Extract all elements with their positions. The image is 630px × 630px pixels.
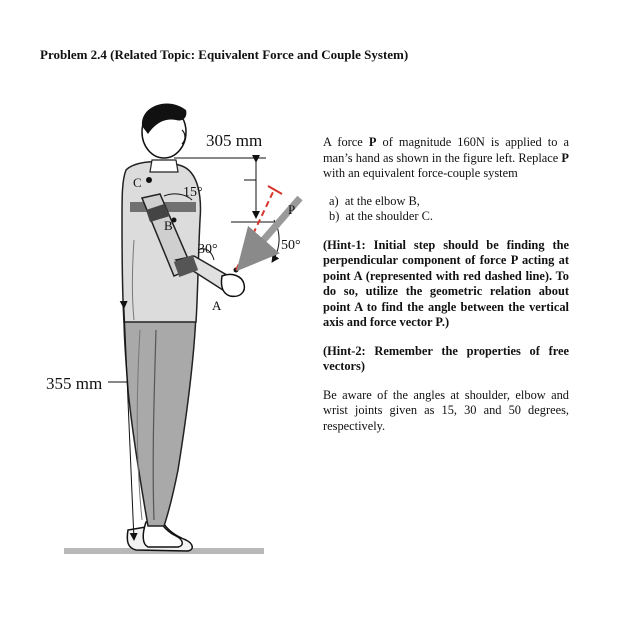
joint-c [146,177,152,183]
hand [221,274,244,296]
hint-2: (Hint-2: Remember the properties of free vectors) [323,343,569,373]
joint-angle-note: Be aware of the angles at shoulder, elbow and wrist joints given as 15, 30 and 50 degrees, respectively. [323,387,569,433]
problem-figure [36,100,326,570]
pants [124,314,196,526]
question-part-b: b) at the shoulder C. [329,209,433,223]
problem-text [323,135,569,434]
point-label-c: C [133,175,142,190]
point-label-a: A [212,298,222,313]
question-part-a: a) at the elbow B, [329,193,420,208]
point-label-b: B [164,218,173,233]
angle-label-wrist: 50° [281,238,301,253]
hint-1: (Hint-1: Initial step should be finding the perpendicular component of force P acting at point A (represented with red dashed line). To do so, utilize the geometric relation about point A to find the angle between the vertical axis and force vector P.) [323,237,569,329]
dimension-label-305: 305 mm [206,131,263,150]
angle-label-shoulder: 15° [183,185,203,200]
problem-statement: A force P of magnitude 160N is applied to a man’s hand as shown in the figure left. Replace P with an equivalent force-couple system [323,135,570,180]
question-parts [323,194,569,225]
man-illustration [36,100,326,570]
force-label-p: P [288,202,296,217]
perpendicular-marker [268,186,282,194]
angle-label-elbow: 30° [198,242,218,257]
dimension-label-355: 355 mm [46,374,103,393]
problem-title: Problem 2.4 (Related Topic: Equivalent Force and Couple System) [40,47,409,62]
